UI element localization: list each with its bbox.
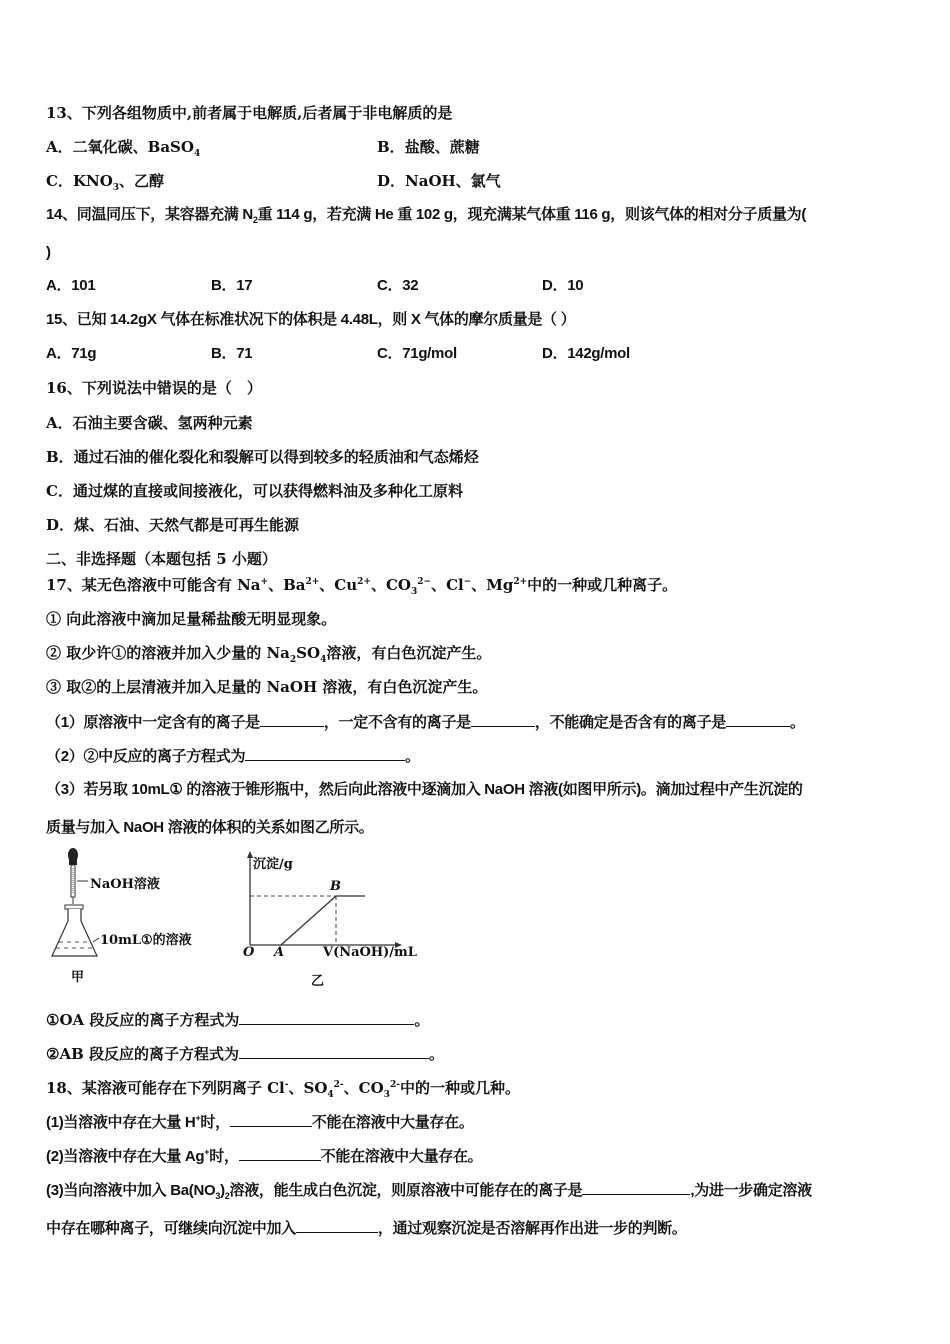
q15-option-b: B．71 <box>211 345 253 362</box>
figure-yi-caption: 乙 <box>311 974 325 989</box>
dropper-label: NaOH溶液 <box>90 877 160 892</box>
point-b-label: B <box>330 879 341 894</box>
answer-blank[interactable] <box>245 746 405 761</box>
q14-stem: 14、同温同压下，某容器充满 $N_2$重 114 g，若充满 He 重 102 g，现充满某气体重 116 g，则该气体的相对分子质量为( <box>46 206 807 225</box>
answer-blank[interactable] <box>260 712 324 727</box>
q16-option-a: A．石油主要含碳、氢两种元素 <box>46 414 253 432</box>
q13-option-a: A．二氧化碳、BaSO$_4$ <box>46 138 201 159</box>
q13-option-b: B．盐酸、蔗糖 <box>377 138 480 156</box>
q15-option-c: C．71g/mol <box>377 345 457 362</box>
flask-label: 10mL①的溶液 <box>100 933 192 948</box>
q17-step-2: ② 取少许①的溶液并加入少量的 $Na_2SO_4$溶液，有白色沉淀产生。 <box>46 644 492 665</box>
q17-sub-3-line-2: 质量与加入 NaOH 溶液的体积的关系如图乙所示。 <box>46 819 374 836</box>
q13-option-d: D．NaOH、氯气 <box>377 172 501 190</box>
answer-blank[interactable] <box>296 1218 378 1233</box>
q15-stem: 15、已知 14.2gX 气体在标准状况下的体积是 4.48L，则 X 气体的摩尔质量是（ ） <box>46 311 576 328</box>
answer-blank[interactable] <box>230 1112 312 1127</box>
q16-stem: 16、下列说法中错误的是（ ） <box>46 379 262 397</box>
q14-option-b: B．17 <box>211 277 253 294</box>
q18-sub-1: (1)当溶液中存在大量 H+时， 不能在溶液中大量存在。 <box>46 1113 474 1131</box>
q18-stem: 18、某溶液可能存在下列阴离子 Cl-、$SO_4^{2-}$、$CO_3^{2-}$中的一种或几种。 <box>46 1079 520 1100</box>
answer-blank[interactable] <box>239 1010 414 1025</box>
point-a-label: A <box>274 945 285 960</box>
q13-option-c: C．$KNO_3$、乙醇 <box>46 172 165 193</box>
q17-sub-1: （1）原溶液中一定含有的离子是 ，一定不含有的离子是 ，不能确定是否含有的离子是 。 <box>46 714 805 731</box>
answer-blank[interactable] <box>582 1180 690 1195</box>
q16-option-d: D．煤、石油、天然气都是可再生能源 <box>46 516 300 534</box>
answer-blank[interactable] <box>239 1044 429 1059</box>
q15-option-a: A．71g <box>46 345 97 362</box>
q17-stem: 17、某无色溶液中可能含有 Na+、$Ba^{2+}$、$Cu^{2+}$、$CO_3^{2-}$、Cl−、$Mg^{2+}$中的一种或几种离子。 <box>46 576 678 597</box>
origin-label: O <box>243 945 255 960</box>
x-axis-label: V(NaOH)/mL <box>323 945 417 960</box>
q17-sub-3-line-1: （3）若另取 10mL① 的溶液于锥形瓶中，然后向此溶液中逐滴加入 NaOH 溶液(如图甲所示)。滴加过程中产生沉淀的 <box>46 781 803 798</box>
q14-stem-close: ) <box>46 244 51 261</box>
answer-blank[interactable] <box>239 1146 321 1161</box>
q14-option-d: D．10 <box>542 277 584 294</box>
answer-blank[interactable] <box>726 712 790 727</box>
q15-option-d: D．142g/mol <box>542 345 630 362</box>
q13-stem: 13、下列各组物质中,前者属于电解质,后者属于非电解质的是 <box>46 104 453 122</box>
q16-option-b: B．通过石油的催化裂化和裂解可以得到较多的轻质油和气态烯烃 <box>46 448 479 466</box>
q18-sub-3-line-2: 中存在哪种离子，可继续向沉淀中加入 ，通过观察沉淀是否溶解再作出进一步的判断。 <box>46 1220 687 1237</box>
q17-sub-2: （2）②中反应的离子方程式为 。 <box>46 748 420 765</box>
q17-ab-question: ②AB 段反应的离子方程式为 。 <box>46 1045 445 1063</box>
figure-jia-flask-diagram <box>46 846 206 986</box>
q16-option-c: C．通过煤的直接或间接液化，可以获得燃料油及多种化工原料 <box>46 482 463 500</box>
section-heading: 二、非选择题（本题包括 5 小题） <box>46 550 277 568</box>
q14-option-a: A．101 <box>46 277 96 294</box>
q18-sub-3-line-1: (3)当向溶液中加入 $Ba(NO_3)_2$溶液，能生成白色沉淀，则原溶液中可能存在的离子是 ,为进一步确定溶液 <box>46 1182 812 1201</box>
q17-step-3: ③ 取②的上层清液并加入足量的 NaOH 溶液，有白色沉淀产生。 <box>46 678 488 696</box>
answer-blank[interactable] <box>471 712 535 727</box>
q17-oa-question: ①OA 段反应的离子方程式为 。 <box>46 1011 430 1029</box>
q14-option-c: C．32 <box>377 277 419 294</box>
q18-sub-2: (2)当溶液中存在大量 Ag+时， 不能在溶液中大量存在。 <box>46 1147 483 1165</box>
y-axis-label: 沉淀/g <box>253 857 293 872</box>
q17-step-1: ① 向此溶液中滴加足量稀盐酸无明显现象。 <box>46 610 337 628</box>
figure-jia-caption: 甲 <box>71 970 85 985</box>
